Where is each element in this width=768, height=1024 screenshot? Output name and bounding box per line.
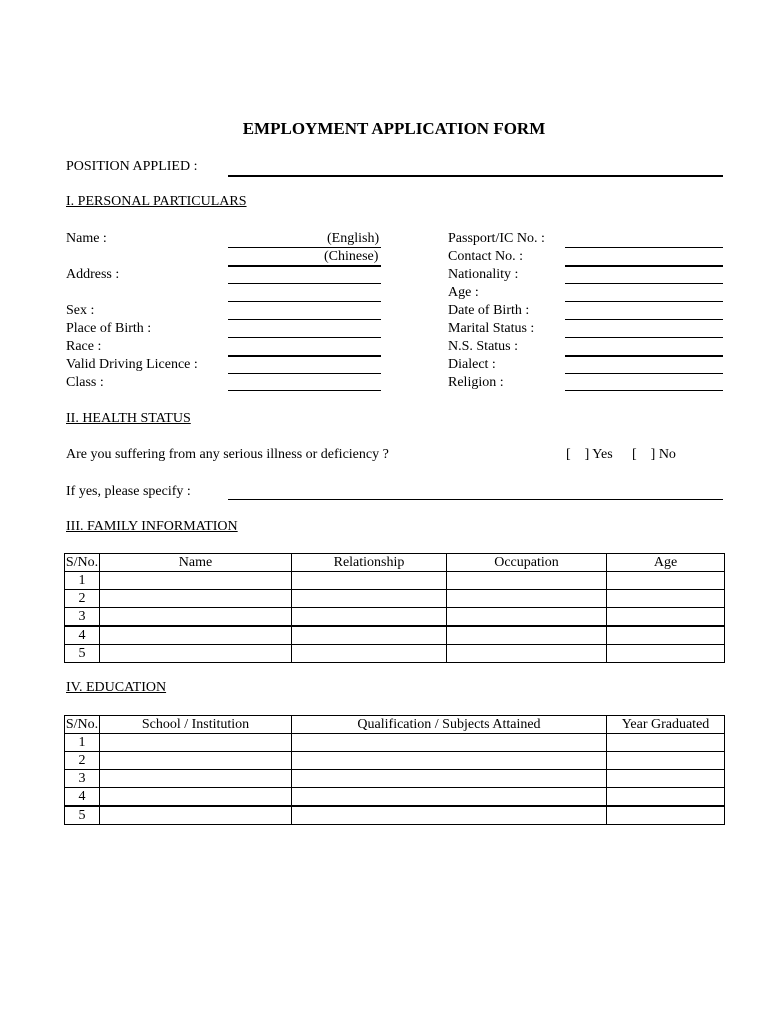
age-field[interactable] bbox=[565, 301, 723, 302]
chinese-tag: (Chinese) bbox=[324, 249, 379, 264]
family-relationship-cell[interactable] bbox=[292, 608, 447, 627]
education-year-cell[interactable] bbox=[607, 770, 725, 788]
row-number: 3 bbox=[65, 770, 100, 788]
row-number: 1 bbox=[65, 734, 100, 752]
age-label: Age : bbox=[448, 285, 479, 300]
family-name-cell[interactable] bbox=[100, 608, 292, 627]
table-row bbox=[65, 645, 725, 663]
education-year-cell[interactable] bbox=[607, 734, 725, 752]
row-number: 2 bbox=[65, 590, 100, 608]
specify-field[interactable] bbox=[228, 499, 723, 500]
family-age-cell[interactable] bbox=[607, 645, 725, 663]
table-row bbox=[65, 770, 725, 788]
family-age-cell[interactable] bbox=[607, 572, 725, 590]
education-school-cell[interactable] bbox=[100, 788, 292, 807]
education-year-cell[interactable] bbox=[607, 788, 725, 807]
row-number: 4 bbox=[65, 626, 100, 645]
contact-field[interactable] bbox=[565, 265, 723, 267]
sex-label: Sex : bbox=[66, 303, 95, 318]
illness-yes-checkbox[interactable]: [ ] Yes bbox=[566, 447, 613, 462]
family-relationship-cell[interactable] bbox=[292, 590, 447, 608]
table-row bbox=[65, 788, 725, 807]
class-label: Class : bbox=[66, 375, 104, 390]
position-applied-label: POSITION APPLIED : bbox=[66, 159, 198, 174]
form-title: EMPLOYMENT APPLICATION FORM bbox=[242, 119, 546, 138]
row-number: 4 bbox=[65, 788, 100, 807]
marital-status-field[interactable] bbox=[565, 337, 723, 338]
race-label: Race : bbox=[66, 339, 102, 354]
family-relationship-cell[interactable] bbox=[292, 645, 447, 663]
illness-no-checkbox[interactable]: [ ] No bbox=[632, 447, 676, 462]
family-col-sno: S/No. bbox=[65, 554, 99, 570]
position-applied-field[interactable] bbox=[228, 175, 723, 177]
ns-status-label: N.S. Status : bbox=[448, 339, 519, 354]
family-name-cell[interactable] bbox=[100, 626, 292, 645]
education-qualification-cell[interactable] bbox=[292, 788, 607, 807]
family-name-cell[interactable] bbox=[100, 645, 292, 663]
education-school-cell[interactable] bbox=[100, 752, 292, 770]
family-name-cell[interactable] bbox=[100, 590, 292, 608]
education-table-header bbox=[65, 716, 725, 734]
name-label: Name : bbox=[66, 231, 107, 246]
family-occupation-cell[interactable] bbox=[447, 572, 607, 590]
family-table bbox=[64, 553, 725, 663]
family-relationship-cell[interactable] bbox=[292, 572, 447, 590]
passport-label: Passport/IC No. : bbox=[448, 231, 545, 246]
address-field-line-2[interactable] bbox=[228, 301, 381, 302]
education-col-year: Year Graduated bbox=[607, 716, 725, 734]
religion-label: Religion : bbox=[448, 375, 504, 390]
education-year-cell[interactable] bbox=[607, 752, 725, 770]
education-school-cell[interactable] bbox=[100, 734, 292, 752]
illness-question: Are you suffering from any serious illness or deficiency ? bbox=[66, 447, 389, 462]
sex-field[interactable] bbox=[228, 319, 381, 320]
education-col-school: School / Institution bbox=[100, 716, 292, 734]
section-health-heading: II. HEALTH STATUS bbox=[66, 411, 191, 426]
driving-licence-field[interactable] bbox=[228, 373, 381, 374]
row-number: 5 bbox=[65, 806, 100, 825]
family-relationship-cell[interactable] bbox=[292, 626, 447, 645]
table-row bbox=[65, 734, 725, 752]
dialect-field[interactable] bbox=[565, 373, 723, 374]
date-of-birth-field[interactable] bbox=[565, 319, 723, 320]
section-education-heading: IV. EDUCATION bbox=[66, 680, 167, 695]
contact-label: Contact No. : bbox=[448, 249, 524, 264]
family-occupation-cell[interactable] bbox=[447, 608, 607, 627]
education-qualification-cell[interactable] bbox=[292, 806, 607, 825]
place-of-birth-label: Place of Birth : bbox=[66, 321, 152, 336]
table-row bbox=[65, 608, 725, 627]
table-row bbox=[65, 806, 725, 825]
place-of-birth-field[interactable] bbox=[228, 337, 381, 338]
class-field[interactable] bbox=[228, 390, 381, 391]
family-age-cell[interactable] bbox=[607, 590, 725, 608]
education-col-sno: S/No. bbox=[65, 716, 99, 732]
education-school-cell[interactable] bbox=[100, 806, 292, 825]
row-number: 2 bbox=[65, 752, 100, 770]
family-name-cell[interactable] bbox=[100, 572, 292, 590]
family-age-cell[interactable] bbox=[607, 608, 725, 627]
marital-status-label: Marital Status : bbox=[448, 321, 535, 336]
row-number: 3 bbox=[65, 608, 100, 627]
education-year-cell[interactable] bbox=[607, 806, 725, 825]
family-occupation-cell[interactable] bbox=[447, 590, 607, 608]
ns-status-field[interactable] bbox=[565, 355, 723, 357]
family-age-cell[interactable] bbox=[607, 626, 725, 645]
english-tag: (English) bbox=[327, 231, 380, 246]
family-col-relationship: Relationship bbox=[292, 554, 447, 572]
table-row bbox=[65, 572, 725, 590]
education-table bbox=[64, 715, 725, 825]
family-table-header bbox=[65, 554, 725, 572]
section-family-heading: III. FAMILY INFORMATION bbox=[66, 519, 238, 534]
nationality-field[interactable] bbox=[565, 283, 723, 284]
date-of-birth-label: Date of Birth : bbox=[448, 303, 530, 318]
family-col-occupation: Occupation bbox=[447, 554, 607, 572]
section-personal-heading: I. PERSONAL PARTICULARS bbox=[66, 194, 247, 209]
family-col-age: Age bbox=[607, 554, 725, 572]
religion-field[interactable] bbox=[565, 390, 723, 391]
family-occupation-cell[interactable] bbox=[447, 626, 607, 645]
family-col-name: Name bbox=[100, 554, 292, 572]
passport-field[interactable] bbox=[565, 247, 723, 248]
nationality-label: Nationality : bbox=[448, 267, 519, 282]
row-number: 1 bbox=[65, 572, 100, 590]
specify-label: If yes, please specify : bbox=[66, 484, 191, 499]
name-chinese-field[interactable] bbox=[228, 265, 381, 267]
education-qualification-cell[interactable] bbox=[292, 734, 607, 752]
address-label: Address : bbox=[66, 267, 120, 282]
race-field[interactable] bbox=[228, 355, 381, 357]
family-occupation-cell[interactable] bbox=[447, 645, 607, 663]
education-qualification-cell[interactable] bbox=[292, 752, 607, 770]
driving-licence-label: Valid Driving Licence : bbox=[66, 357, 198, 372]
name-english-field[interactable] bbox=[228, 247, 381, 248]
education-col-qualification: Qualification / Subjects Attained bbox=[292, 716, 607, 734]
education-school-cell[interactable] bbox=[100, 770, 292, 788]
table-row bbox=[65, 626, 725, 645]
dialect-label: Dialect : bbox=[448, 357, 496, 372]
table-row bbox=[65, 752, 725, 770]
table-row bbox=[65, 590, 725, 608]
address-field-line-1[interactable] bbox=[228, 283, 381, 284]
education-qualification-cell[interactable] bbox=[292, 770, 607, 788]
row-number: 5 bbox=[65, 645, 100, 663]
